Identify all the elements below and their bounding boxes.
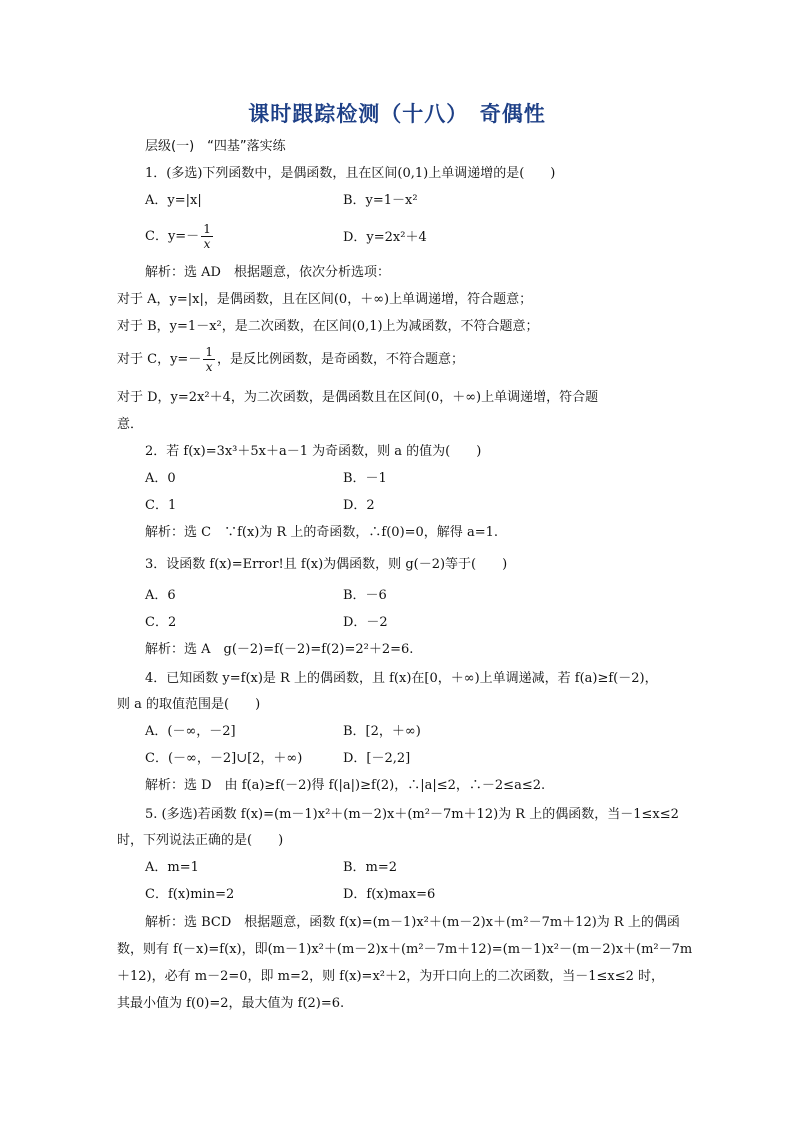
q1-answer-a: 对于 A，y=|x|，是偶函数，且在区间(0，＋∞)上单调递增，符合题意； (117, 292, 533, 307)
fraction-numerator: 1 (205, 345, 213, 359)
q1-stem: 1．(多选)下列函数中，是偶函数，且在区间(0,1)上单调递增的是( ) (145, 166, 556, 181)
q3-option-a: A．6 (145, 588, 176, 603)
q1-option-d: D．y=2x²＋4 (343, 230, 427, 245)
q1-answer-c-suffix: ，是反比例函数，是奇函数，不符合题意； (216, 352, 464, 367)
q3-answer: 解析：选 A g(－2)=f(－2)=f(2)=2²＋2=6. (145, 642, 414, 657)
q2-option-c: C．1 (145, 498, 177, 513)
q5-stem-cont: 时，下列说法正确的是( ) (117, 833, 284, 848)
q1-option-b: B．y=1－x² (343, 193, 418, 208)
fraction-denominator: x (203, 237, 211, 251)
q5-option-c: C．f(x)min=2 (145, 887, 235, 902)
q1-answer-c-prefix: 对于 C，y=－ (117, 352, 202, 367)
q4-option-d: D．[－2,2] (343, 751, 411, 766)
q5-option-a: A．m=1 (145, 860, 199, 875)
q1-answer-c-fraction (203, 345, 215, 374)
section-heading: 层级(一) “四基”落实练 (145, 139, 286, 154)
q1-option-c-fraction (201, 222, 213, 251)
q3-stem: 3．设函数 f(x)=Error!且 f(x)为偶函数，则 g(－2)等于( ) (145, 557, 508, 572)
q2-option-a: A．0 (145, 471, 176, 486)
q1-answer-c (117, 345, 464, 374)
q5-answer-line4: 其最小值为 f(0)=2，最大值为 f(2)=6. (117, 996, 345, 1011)
q1-option-c (145, 222, 215, 251)
q5-answer-line1: 解析：选 BCD 根据题意，函数 f(x)=(m－1)x²＋(m－2)x＋(m²－7m＋12)为 R 上的偶函 (145, 915, 680, 930)
q3-option-d: D．－2 (343, 615, 388, 630)
q1-answer-intro: 解析：选 AD 根据题意，依次分析选项： (145, 265, 390, 280)
q5-option-d: D．f(x)max=6 (343, 887, 436, 902)
q5-option-b: B．m=2 (343, 860, 398, 875)
fraction-denominator: x (205, 360, 213, 374)
q1-option-a: A．y=|x| (145, 193, 202, 208)
q2-answer: 解析：选 C ∵f(x)为 R 上的奇函数，∴f(0)=0，解得 a=1. (145, 525, 498, 540)
q3-option-b: B．－6 (343, 588, 387, 603)
q1-answer-d: 对于 D，y=2x²＋4，为二次函数，是偶函数且在区间(0，＋∞)上单调递增，符合题 (117, 390, 599, 405)
q1-answer-d-cont: 意． (117, 417, 144, 432)
fraction-numerator: 1 (203, 222, 211, 236)
q4-answer: 解析：选 D 由 f(a)≥f(－2)得 f(|a|)≥f(2)，∴|a|≤2，∴－2≤a≤2. (145, 778, 546, 793)
q2-stem: 2．若 f(x)=3x³＋5x＋a－1 为奇函数，则 a 的值为( ) (145, 444, 482, 459)
q1-option-c-prefix: C．y=－ (145, 229, 200, 244)
q4-stem: 4．已知函数 y=f(x)是 R 上的偶函数，且 f(x)在[0，＋∞)上单调递减，若 f(a)≥f(－2)， (145, 671, 658, 686)
q2-option-d: D．2 (343, 498, 375, 513)
q5-answer-line3: ＋12)，必有 m－2=0，即 m=2，则 f(x)=x²＋2，为开口向上的二次函数，当－1≤x≤2 时， (117, 969, 665, 984)
q2-option-b: B．－1 (343, 471, 387, 486)
q4-option-b: B．[2，＋∞) (343, 724, 421, 739)
q4-option-a: A．(－∞，－2] (145, 724, 236, 739)
q3-option-c: C．2 (145, 615, 177, 630)
page-title: 课时跟踪检测（十八） 奇偶性 (248, 102, 546, 126)
q5-answer-line2: 数，则有 f(－x)=f(x)，即(m－1)x²＋(m－2)x＋(m²－7m＋12)=(m－1)x²－(m－2)x＋(m²－7m (117, 942, 693, 957)
q5-stem: 5. (多选)若函数 f(x)=(m－1)x²＋(m－2)x＋(m²－7m＋12)为 R 上的偶函数，当－1≤x≤2 (145, 807, 679, 822)
q1-answer-b: 对于 B，y=1－x²，是二次函数，在区间(0,1)上为减函数，不符合题意； (117, 319, 539, 334)
q4-stem-cont: 则 a 的取值范围是( ) (117, 697, 261, 712)
q4-option-c: C．(－∞，－2]∪[2，＋∞) (145, 751, 303, 766)
